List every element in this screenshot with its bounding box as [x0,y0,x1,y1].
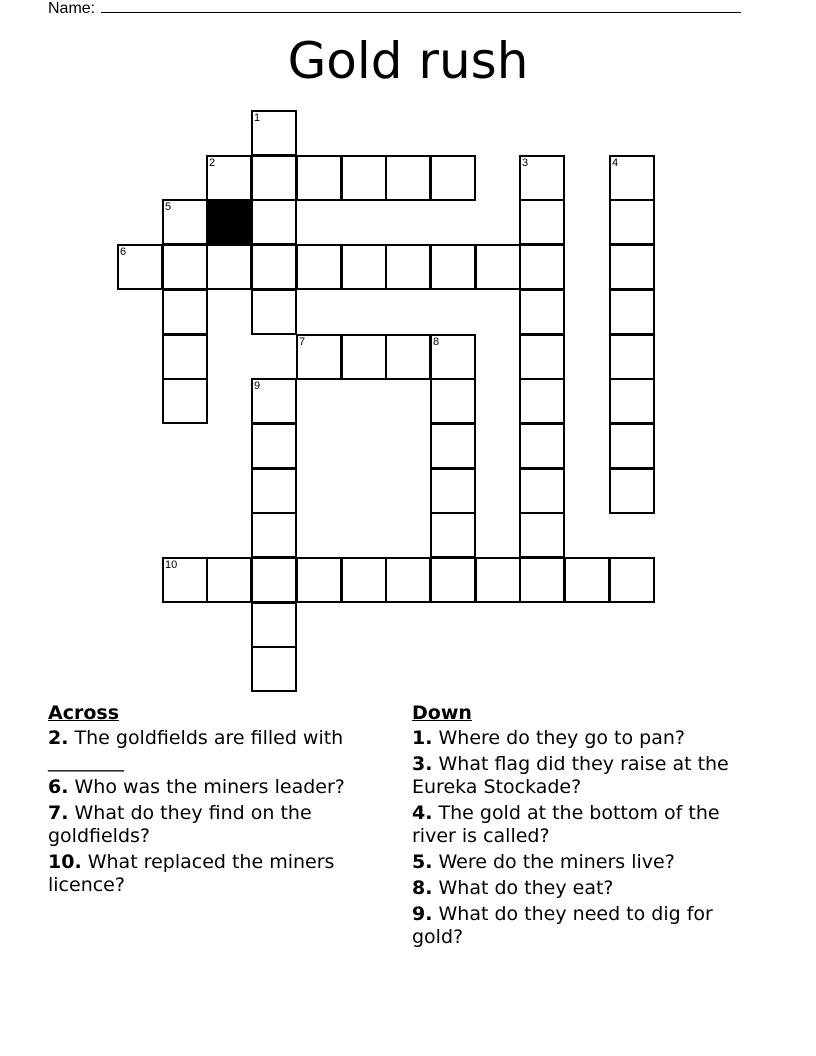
grid-cell[interactable] [430,557,476,603]
grid-cell[interactable] [609,334,655,380]
grid-cell[interactable] [385,244,431,290]
clue-text: What do they need to dig for gold? [412,903,713,948]
clue-num: 8. [412,877,433,899]
clue-number: 7 [299,336,306,348]
clue-text: Where do they go to pan? [438,727,685,749]
across-heading: Across [48,702,120,724]
across-clue-list [48,727,388,897]
clue-num: 1. [412,727,433,749]
black-square [206,199,252,245]
across-clue [48,727,388,773]
down-clue [412,851,757,874]
grid-cell[interactable] [475,557,521,603]
clue-num: 3. [412,753,433,775]
grid-cell[interactable] [385,155,431,201]
across-clue [48,802,388,848]
clue-text: Were do the miners live? [438,851,675,873]
grid-cell[interactable] [519,378,565,424]
across-clue [48,851,388,897]
grid-cell[interactable] [251,468,297,514]
grid-cell[interactable] [609,378,655,424]
grid-cell[interactable] [519,244,565,290]
clue-number: 2 [209,157,216,169]
grid-cell[interactable] [609,468,655,514]
grid-cell[interactable] [519,334,565,380]
grid-cell[interactable] [296,155,342,201]
down-clues [412,702,757,952]
clue-text: The gold at the bottom of the river is called? [412,802,720,847]
clue-num: 9. [412,903,433,925]
grid-cell[interactable] [430,155,476,201]
grid-cell[interactable] [519,199,565,245]
grid-cell[interactable] [475,244,521,290]
down-heading: Down [412,702,472,724]
grid-cell[interactable] [251,110,297,156]
grid-cell[interactable] [251,289,297,335]
grid-cell[interactable] [519,423,565,469]
clue-text: Who was the miners leader? [74,776,345,798]
down-clue [412,802,757,848]
grid-cell[interactable] [341,244,387,290]
across-clues [48,702,388,900]
clue-number: 9 [254,380,261,392]
clue-text: What replaced the miners licence? [48,851,335,896]
grid-cell[interactable] [162,557,208,603]
grid-cell[interactable] [117,244,163,290]
grid-cell[interactable] [519,289,565,335]
clue-text: What do they find on the goldfields? [48,802,312,847]
grid-cell[interactable] [296,244,342,290]
clue-number: 4 [612,157,619,169]
grid-cell[interactable] [519,512,565,558]
grid-cell[interactable] [519,557,565,603]
clue-text: What flag did they raise at the Eureka Stockade? [412,753,729,798]
grid-cell[interactable] [251,557,297,603]
name-label: Name: [48,0,96,17]
grid-cell[interactable] [609,199,655,245]
clue-number: 3 [522,157,529,169]
grid-cell[interactable] [251,646,297,692]
grid-cell[interactable] [609,155,655,201]
grid-cell[interactable] [162,334,208,380]
grid-cell[interactable] [341,334,387,380]
grid-cell[interactable] [341,155,387,201]
clue-number: 8 [433,336,440,348]
clue-number: 5 [165,201,172,213]
grid-cell[interactable] [162,378,208,424]
down-clue [412,753,757,799]
grid-cell[interactable] [430,334,476,380]
grid-cell[interactable] [251,378,297,424]
grid-cell[interactable] [162,199,208,245]
down-clue [412,903,757,949]
grid-cell[interactable] [296,557,342,603]
grid-cell[interactable] [609,557,655,603]
down-clue-list [412,727,757,949]
clue-num: 5. [412,851,433,873]
grid-cell[interactable] [206,557,252,603]
clue-num: 2. [48,727,69,749]
down-clue [412,877,757,900]
clue-text: What do they eat? [438,877,614,899]
grid-cell[interactable] [609,289,655,335]
clue-number: 1 [254,112,261,124]
grid-cell[interactable] [341,557,387,603]
clue-number: 6 [120,246,127,258]
grid-cell[interactable] [162,244,208,290]
grid-cell[interactable] [162,289,208,335]
down-clue [412,727,757,750]
grid-cell[interactable] [251,602,297,648]
across-clue [48,776,388,799]
grid-cell[interactable] [251,512,297,558]
grid-cell[interactable] [430,244,476,290]
clue-text: The goldfields are filled with ________ [48,727,344,772]
grid-cell[interactable] [251,423,297,469]
grid-cell[interactable] [430,378,476,424]
grid-cell[interactable] [251,244,297,290]
grid-cell[interactable] [251,199,297,245]
grid-cell[interactable] [519,155,565,201]
grid-cell[interactable] [296,334,342,380]
page-title: Gold rush [287,32,529,90]
clue-num: 7. [48,802,69,824]
grid-cell[interactable] [430,423,476,469]
grid-cell[interactable] [206,155,252,201]
grid-cell[interactable] [251,155,297,201]
grid-cell[interactable] [430,468,476,514]
grid-cell[interactable] [609,244,655,290]
grid-cell[interactable] [519,468,565,514]
grid-cell[interactable] [430,512,476,558]
grid-cell[interactable] [609,423,655,469]
grid-cell[interactable] [564,557,610,603]
grid-cell[interactable] [385,557,431,603]
clue-num: 4. [412,802,433,824]
clue-number: 10 [165,559,178,571]
grid-cell[interactable] [206,244,252,290]
clue-num: 6. [48,776,69,798]
clue-num: 10. [48,851,82,873]
grid-cell[interactable] [385,334,431,380]
